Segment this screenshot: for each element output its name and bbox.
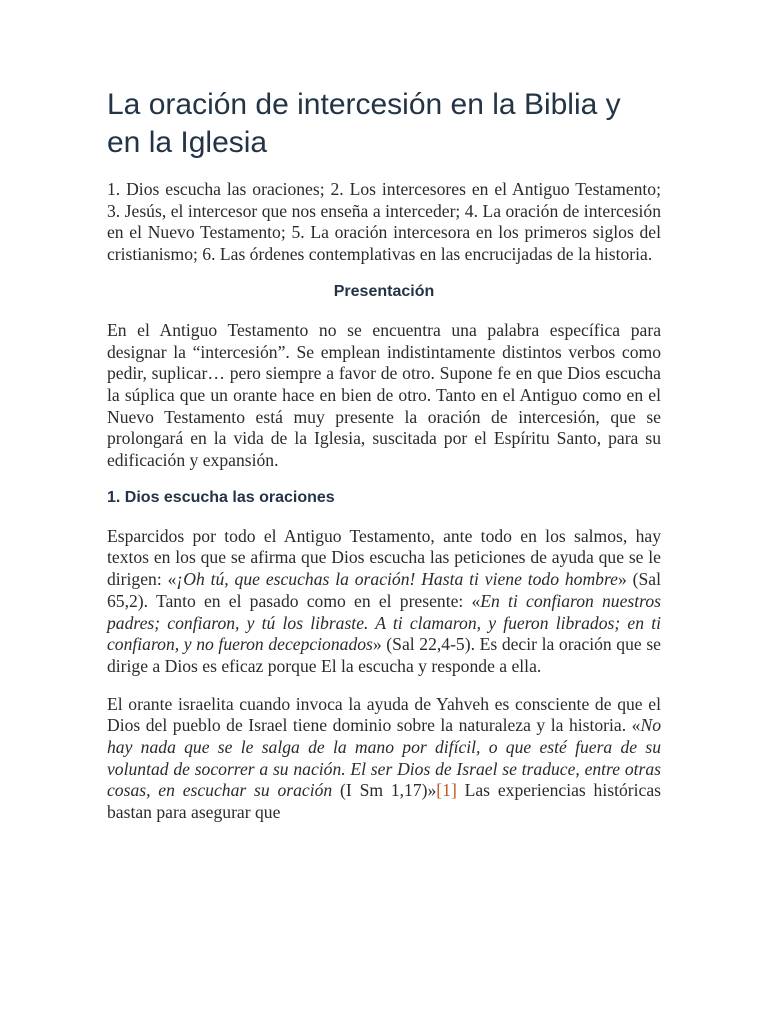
section-heading-presentacion: Presentación	[333, 282, 435, 300]
quote-sal-22: En ti confiaron nuestros padres; confiaron, y tú los libraste. A ti clamaron, y fueron librados; en ti confiaron, y no fueron decepcionados	[107, 590, 661, 655]
page-title: La oración de intercesión en la Biblia y en la Iglesia	[107, 88, 621, 159]
text-span: (I Sm 1,17)»	[332, 780, 437, 801]
text-span: Esparcidos por todo el Antiguo Testamento, ante todo en los salmos, hay textos en los que se afirma que Dios escucha las peticiones de ayuda que se le dirigen: «	[107, 525, 661, 590]
text-span: » (Sal 65,2). Tanto en el pasado como en el presente: «	[107, 569, 661, 611]
text-span: El orante israelita cuando invoca la ayuda de Yahveh es consciente de que el Dios del pueblo de Israel tiene dominio sobre la naturaleza y la historia. «	[107, 693, 661, 736]
document-page	[107, 86, 661, 824]
footnote-link[interactable]: [1]	[436, 780, 457, 801]
quote-samuel: No hay nada que se le salga de la mano por difícil, o que esté fuera de su voluntad de socorrer a su nación. El ser Dios de Israel se traduce, entre otras cosas, en escuchar su oración	[107, 715, 661, 801]
text-span: » (Sal 22,4-5). Es decir la oración que se dirige a Dios es eficaz porque El la escucha y responde a ella.	[107, 634, 661, 676]
section-heading-1: 1. Dios escucha las oraciones	[107, 488, 335, 506]
intro-paragraph: 1. Dios escucha las oraciones; 2. Los intercesores en el Antiguo Testamento; 3. Jesús, el intercesor que nos enseña a interceder; 4. La oración de intercesión en el Nuevo Testamento; 5. La oración intercesora en los primeros siglos del cristianismo; 6. Las órdenes contemplativas en las encrucijadas de la historia.	[107, 179, 661, 265]
presentacion-paragraph: En el Antiguo Testamento no se encuentra una palabra específica para designar la “intercesión”. Se emplean indistintamente distintos verbos como pedir, suplicar… pero siempre a favor de otro. Supone fe en que Dios escucha la súplica que un orante hace en bien de otro. Tanto en el Antiguo como en el Nuevo Testamento está muy presente la oración de intercesión, que se prolongará en la vida de la Iglesia, suscitada por el Espíritu Santo, para su edificación y expansión.	[107, 319, 661, 471]
quote-sal-65: ¡Oh tú, que escuchas la oración! Hasta ti viene todo hombre	[176, 569, 618, 590]
paragraph-orante-israelita	[107, 694, 661, 824]
text-span: Las experiencias históricas bastan para asegurar que	[107, 780, 661, 823]
paragraph-dios-escucha	[107, 526, 661, 678]
